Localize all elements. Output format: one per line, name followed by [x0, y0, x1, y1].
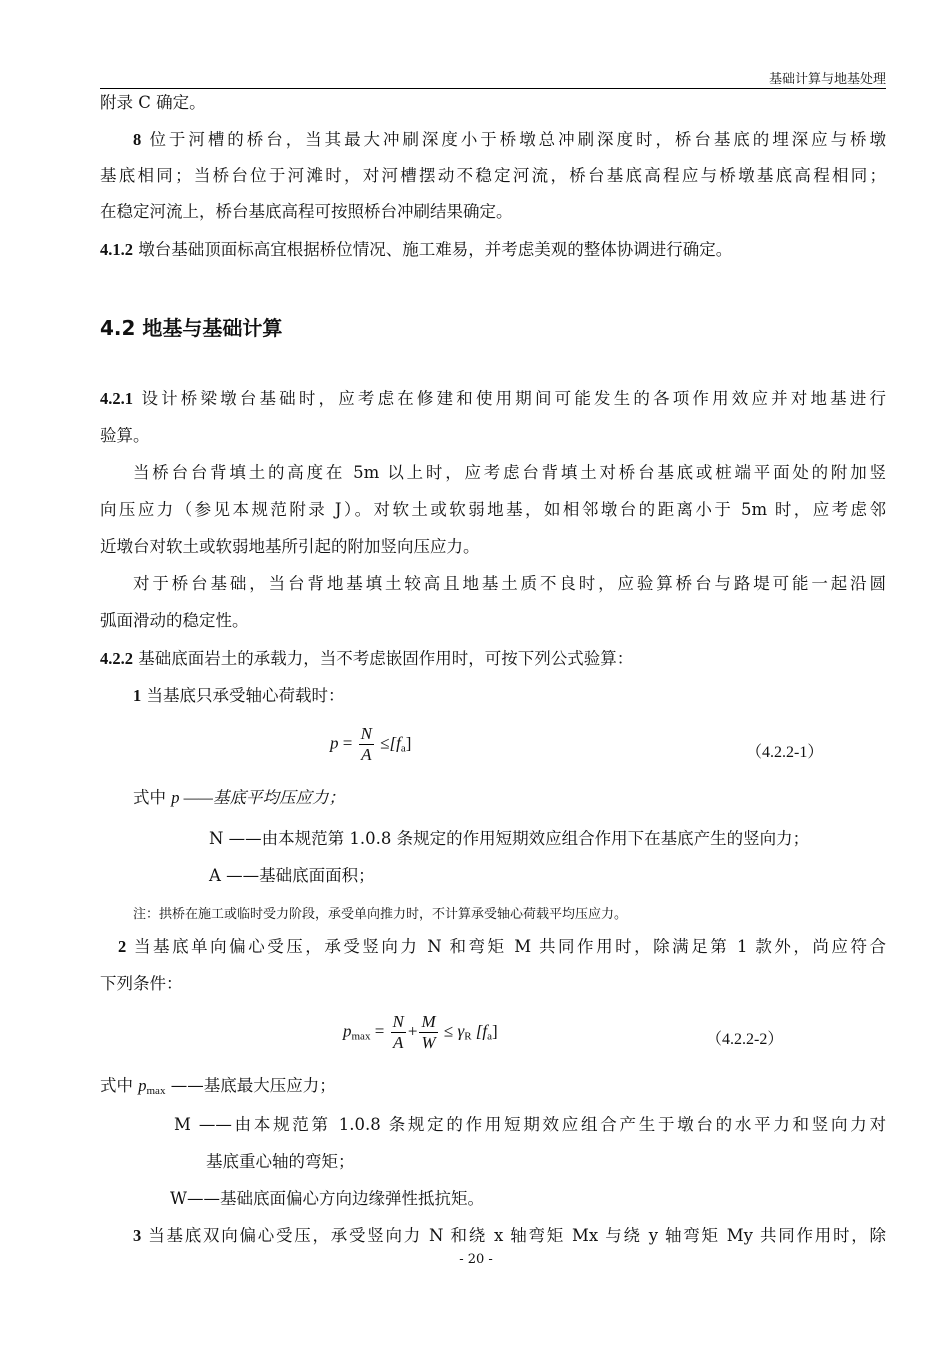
item-number: 8 — [133, 130, 142, 149]
formula-rhs-close: ] — [405, 733, 412, 753]
item-2-line1 — [118, 937, 886, 957]
item-number: 2 — [118, 937, 127, 956]
numerator: M — [421, 1012, 436, 1031]
clause-4-2-1-line1 — [100, 389, 886, 409]
where-2-W: W——基础底面偏心方向边缘弹性抵抗矩。 — [170, 1189, 484, 1208]
text: 基础底面岩土的承载力，当不考虑嵌固作用时，可按下列公式验算： — [138, 649, 634, 668]
header-rule — [100, 88, 886, 89]
equation-number: （4.2.2-1） — [746, 744, 824, 761]
text-line: 附录 C 确定。 — [100, 93, 206, 112]
formula-rhs-sub: a — [400, 742, 406, 755]
item-3 — [133, 1226, 886, 1246]
fraction — [359, 724, 374, 765]
text: p ——基底平均压应力； — [171, 788, 345, 807]
formula-lhs: p — [343, 1021, 352, 1041]
note: 注：拱桥在施工或临时受力阶段，承受单向推力时，不计算承受轴心荷载平均压应力。 — [133, 907, 628, 922]
formula-eq: = — [374, 1021, 385, 1041]
para-fill-line1: 当桥台台背填土的高度在 5m 以上时，应考虑台背填土对桥台基底或桩端平面处的附加竖 — [133, 463, 886, 482]
formula-4-2-2-1 — [330, 724, 411, 765]
where-2-p — [100, 1076, 886, 1101]
clause-number: 4.1.2 — [100, 240, 133, 259]
para-8-line3: 在稳定河流上，桥台基底高程可按照桥台冲刷结果确定。 — [100, 202, 513, 221]
formula-gamma-sub: R — [464, 1030, 472, 1043]
clause-4-1-2 — [100, 240, 886, 260]
clause-4-2-2 — [100, 649, 886, 669]
para-slide-line2: 弧面滑动的稳定性。 — [100, 611, 249, 630]
where-1-A: A ——基础底面面积； — [209, 866, 375, 885]
formula-gamma: γ — [457, 1021, 465, 1041]
text: 设计桥梁墩台基础时，应考虑在修建和使用期间可能发生的各项作用效应并对地基进行 — [141, 389, 887, 408]
para-slide-line1: 对于桥台基础，当台背地基填土较高且地基土质不良时，应验算桥台与路堤可能一起沿圆 — [133, 574, 886, 593]
text: 当基底只承受轴心荷载时： — [146, 686, 345, 705]
formula-rhs: [f — [475, 1021, 488, 1041]
clause-number: 4.2.2 — [100, 649, 133, 668]
denominator: W — [421, 1033, 436, 1052]
page-number: - 20 - — [459, 1252, 493, 1267]
where-2-M-line2: 基底重心轴的弯矩； — [206, 1152, 355, 1171]
where-label: 式中 — [133, 788, 166, 807]
equation-number: （4.2.2-2） — [706, 1031, 784, 1048]
para-fill-line2: 向压应力（参见本规范附录 J）。对软土或软弱地基，如相邻墩台的距离小于 5m 时，应考虑邻 — [100, 500, 886, 519]
formula-lhs-sub: max — [351, 1030, 371, 1043]
formula-plus: + — [407, 1021, 418, 1041]
formula-rhs-sub: a — [487, 1030, 493, 1043]
fraction-1 — [391, 1012, 406, 1053]
formula-lhs: p — [330, 733, 339, 753]
formula-4-2-2-2 — [343, 1012, 498, 1053]
text: ——基底最大压应力； — [170, 1076, 336, 1095]
denominator: A — [361, 745, 372, 764]
para-8-line2: 基底相同；当桥台位于河滩时，对河槽摆动不稳定河流，桥台基底高程应与桥墩基底高程相同； — [100, 166, 886, 185]
text: 位于河槽的桥台，当其最大冲刷深度小于桥墩总冲刷深度时，桥台基底的埋深应与桥墩 — [149, 130, 887, 149]
symbol-sub: max — [146, 1085, 166, 1097]
clause-number: 4.2.1 — [100, 389, 133, 408]
formula-rhs: [f — [389, 733, 401, 753]
denominator: A — [393, 1033, 404, 1052]
numerator: N — [360, 724, 372, 743]
symbol: p — [138, 1076, 147, 1095]
running-header: 基础计算与地基处理 — [768, 72, 886, 87]
formula-eq: = — [342, 733, 353, 753]
formula-rhs-close: ] — [492, 1021, 498, 1041]
item-2-line2: 下列条件： — [100, 974, 183, 993]
formula-rel: ≤ — [380, 733, 390, 753]
text: 当基底单向偏心受压，承受竖向力 N 和弯矩 M 共同作用时，除满足第 1 款外，尚应符合 — [134, 937, 886, 956]
item-1 — [133, 686, 886, 706]
where-1-N: N ——由本规范第 1.0.8 条规定的作用短期效应组合作用下在基底产生的竖向力； — [209, 829, 810, 848]
where-2-M-line1: M ——由本规范第 1.0.8 条规定的作用短期效应组合产生于墩台的水平力和竖向力对 — [174, 1115, 886, 1134]
item-number: 3 — [133, 1226, 142, 1245]
clause-4-2-1-line2: 验算。 — [100, 426, 150, 445]
formula-rel: ≤ — [443, 1021, 454, 1041]
para-fill-line3: 近墩台对软土或软弱地基所引起的附加竖向压应力。 — [100, 537, 480, 556]
numerator: N — [392, 1012, 404, 1031]
text: 墩台基础顶面标高宜根据桥位情况、施工难易，并考虑美观的整体协调进行确定。 — [138, 240, 733, 259]
item-number: 1 — [133, 686, 142, 705]
fraction-2 — [419, 1012, 437, 1053]
where-1-p — [133, 788, 886, 808]
para-8-line1 — [133, 130, 886, 150]
section-title: 4.2 地基与基础计算 — [100, 316, 283, 340]
where-label: 式中 — [100, 1076, 133, 1095]
text: 当基底双向偏心受压，承受竖向力 N 和绕 x 轴弯矩 Mx 与绕 y 轴弯矩 My 共同作用时，除 — [148, 1226, 886, 1245]
